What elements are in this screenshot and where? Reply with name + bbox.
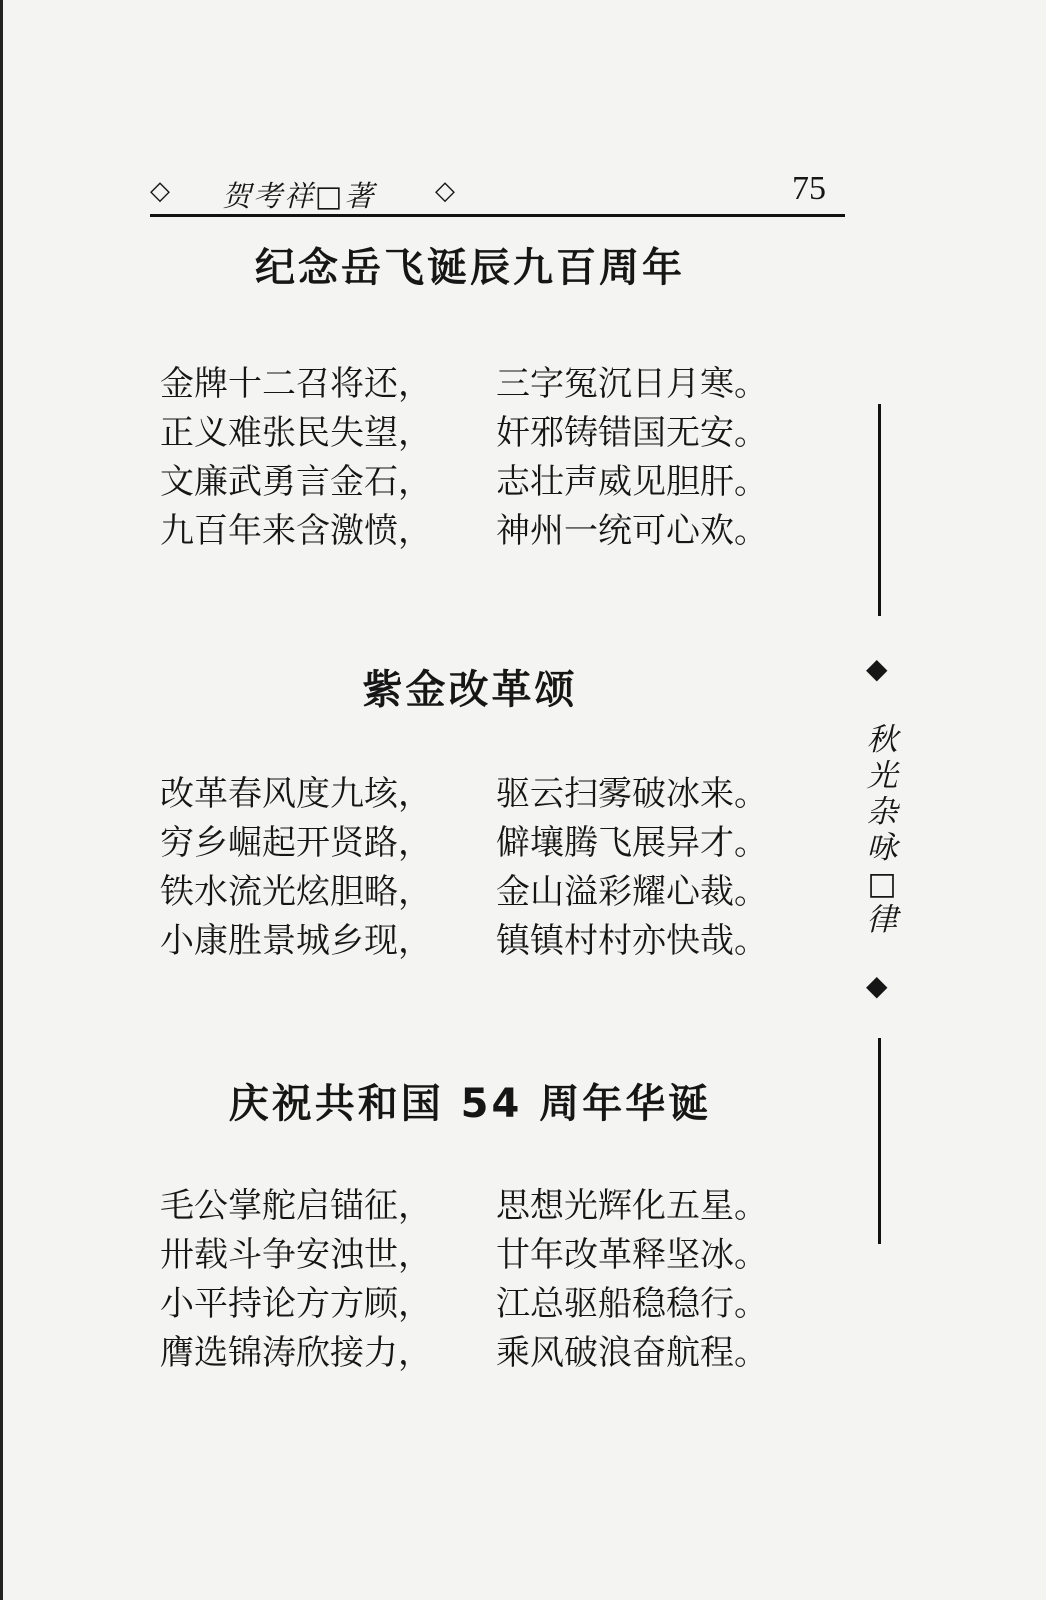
- sidebar-rule-top: [878, 404, 881, 616]
- header-diamond-left-icon: ◇: [150, 176, 170, 206]
- sidebar-rule-bottom: [878, 1038, 881, 1244]
- sidebar-char: 咏: [866, 830, 898, 866]
- line-first-half: 膺选锦涛欣接力，: [160, 1333, 432, 1373]
- sidebar-char: 秋: [866, 722, 898, 758]
- sidebar-diamond-top-icon: ◆: [866, 652, 888, 685]
- sidebar-char: □: [867, 866, 897, 902]
- poem-title: 紫金改革颂: [362, 667, 578, 713]
- poem-line: [160, 921, 800, 970]
- line-second-half: 思想光辉化五星。: [496, 1186, 768, 1226]
- line-first-half: 改革春风度九垓，: [160, 774, 432, 814]
- line-second-half: 江总驱船稳稳行。: [496, 1284, 768, 1324]
- line-second-half: 金山溢彩耀心裁。: [496, 872, 768, 912]
- line-second-half: 志壮声威见胆肝。: [496, 462, 768, 502]
- running-header: [150, 170, 846, 214]
- poem-lines: [160, 774, 800, 970]
- poem-lines: [160, 364, 800, 560]
- line-second-half: 奸邪铸错国无安。: [496, 413, 768, 453]
- line-first-half: 正义难张民失望，: [160, 413, 432, 453]
- line-first-half: 小康胜景城乡现，: [160, 921, 432, 961]
- sidebar-char: 杂: [866, 794, 898, 830]
- poem-line: [160, 774, 800, 823]
- sidebar-char: 光: [866, 758, 898, 794]
- page-number: 75: [792, 170, 826, 207]
- poem-line: [160, 1186, 800, 1235]
- line-second-half: 镇镇村村亦快哉。: [496, 921, 768, 961]
- line-second-half: 三字冤沉日月寒。: [496, 364, 768, 404]
- poem-line: [160, 1235, 800, 1284]
- line-first-half: 铁水流光炫胆略，: [160, 872, 432, 912]
- poem-title: 纪念岳飞诞辰九百周年: [255, 245, 685, 291]
- poem-line: [160, 872, 800, 921]
- poem-line: [160, 1333, 800, 1382]
- line-second-half: 神州一统可心欢。: [496, 511, 768, 551]
- page-edge: [0, 0, 3, 1600]
- line-first-half: 小平持论方方顾，: [160, 1284, 432, 1324]
- line-first-half: 毛公掌舵启锚征，: [160, 1186, 432, 1226]
- line-first-half: 金牌十二召将还，: [160, 364, 432, 404]
- sidebar-diamond-bottom-icon: ◆: [866, 969, 888, 1002]
- line-second-half: 乘风破浪奋航程。: [496, 1333, 768, 1373]
- line-first-half: 九百年来含激愤，: [160, 511, 432, 551]
- line-second-half: 僻壤腾飞展异才。: [496, 823, 768, 863]
- poem-line: [160, 364, 800, 413]
- sidebar-section-title: [862, 722, 902, 938]
- poem-line: [160, 511, 800, 560]
- poem-line: [160, 413, 800, 462]
- line-first-half: 文廉武勇言金石，: [160, 462, 432, 502]
- poem-line: [160, 1284, 800, 1333]
- line-first-half: 穷乡崛起开贤路，: [160, 823, 432, 863]
- poem-line: [160, 823, 800, 872]
- header-diamond-right-icon: ◇: [435, 176, 455, 206]
- poem-title: 庆祝共和国 54 周年华诞: [228, 1081, 712, 1127]
- poem-line: [160, 462, 800, 511]
- line-first-half: 卅载斗争安浊世，: [160, 1235, 432, 1275]
- header-author: 贺考祥□著: [222, 179, 376, 213]
- line-second-half: 驱云扫雾破冰来。: [496, 774, 768, 814]
- poem-lines: [160, 1186, 800, 1382]
- header-rule: [150, 214, 845, 217]
- sidebar-char: 律: [866, 902, 898, 938]
- line-second-half: 廿年改革释坚冰。: [496, 1235, 768, 1275]
